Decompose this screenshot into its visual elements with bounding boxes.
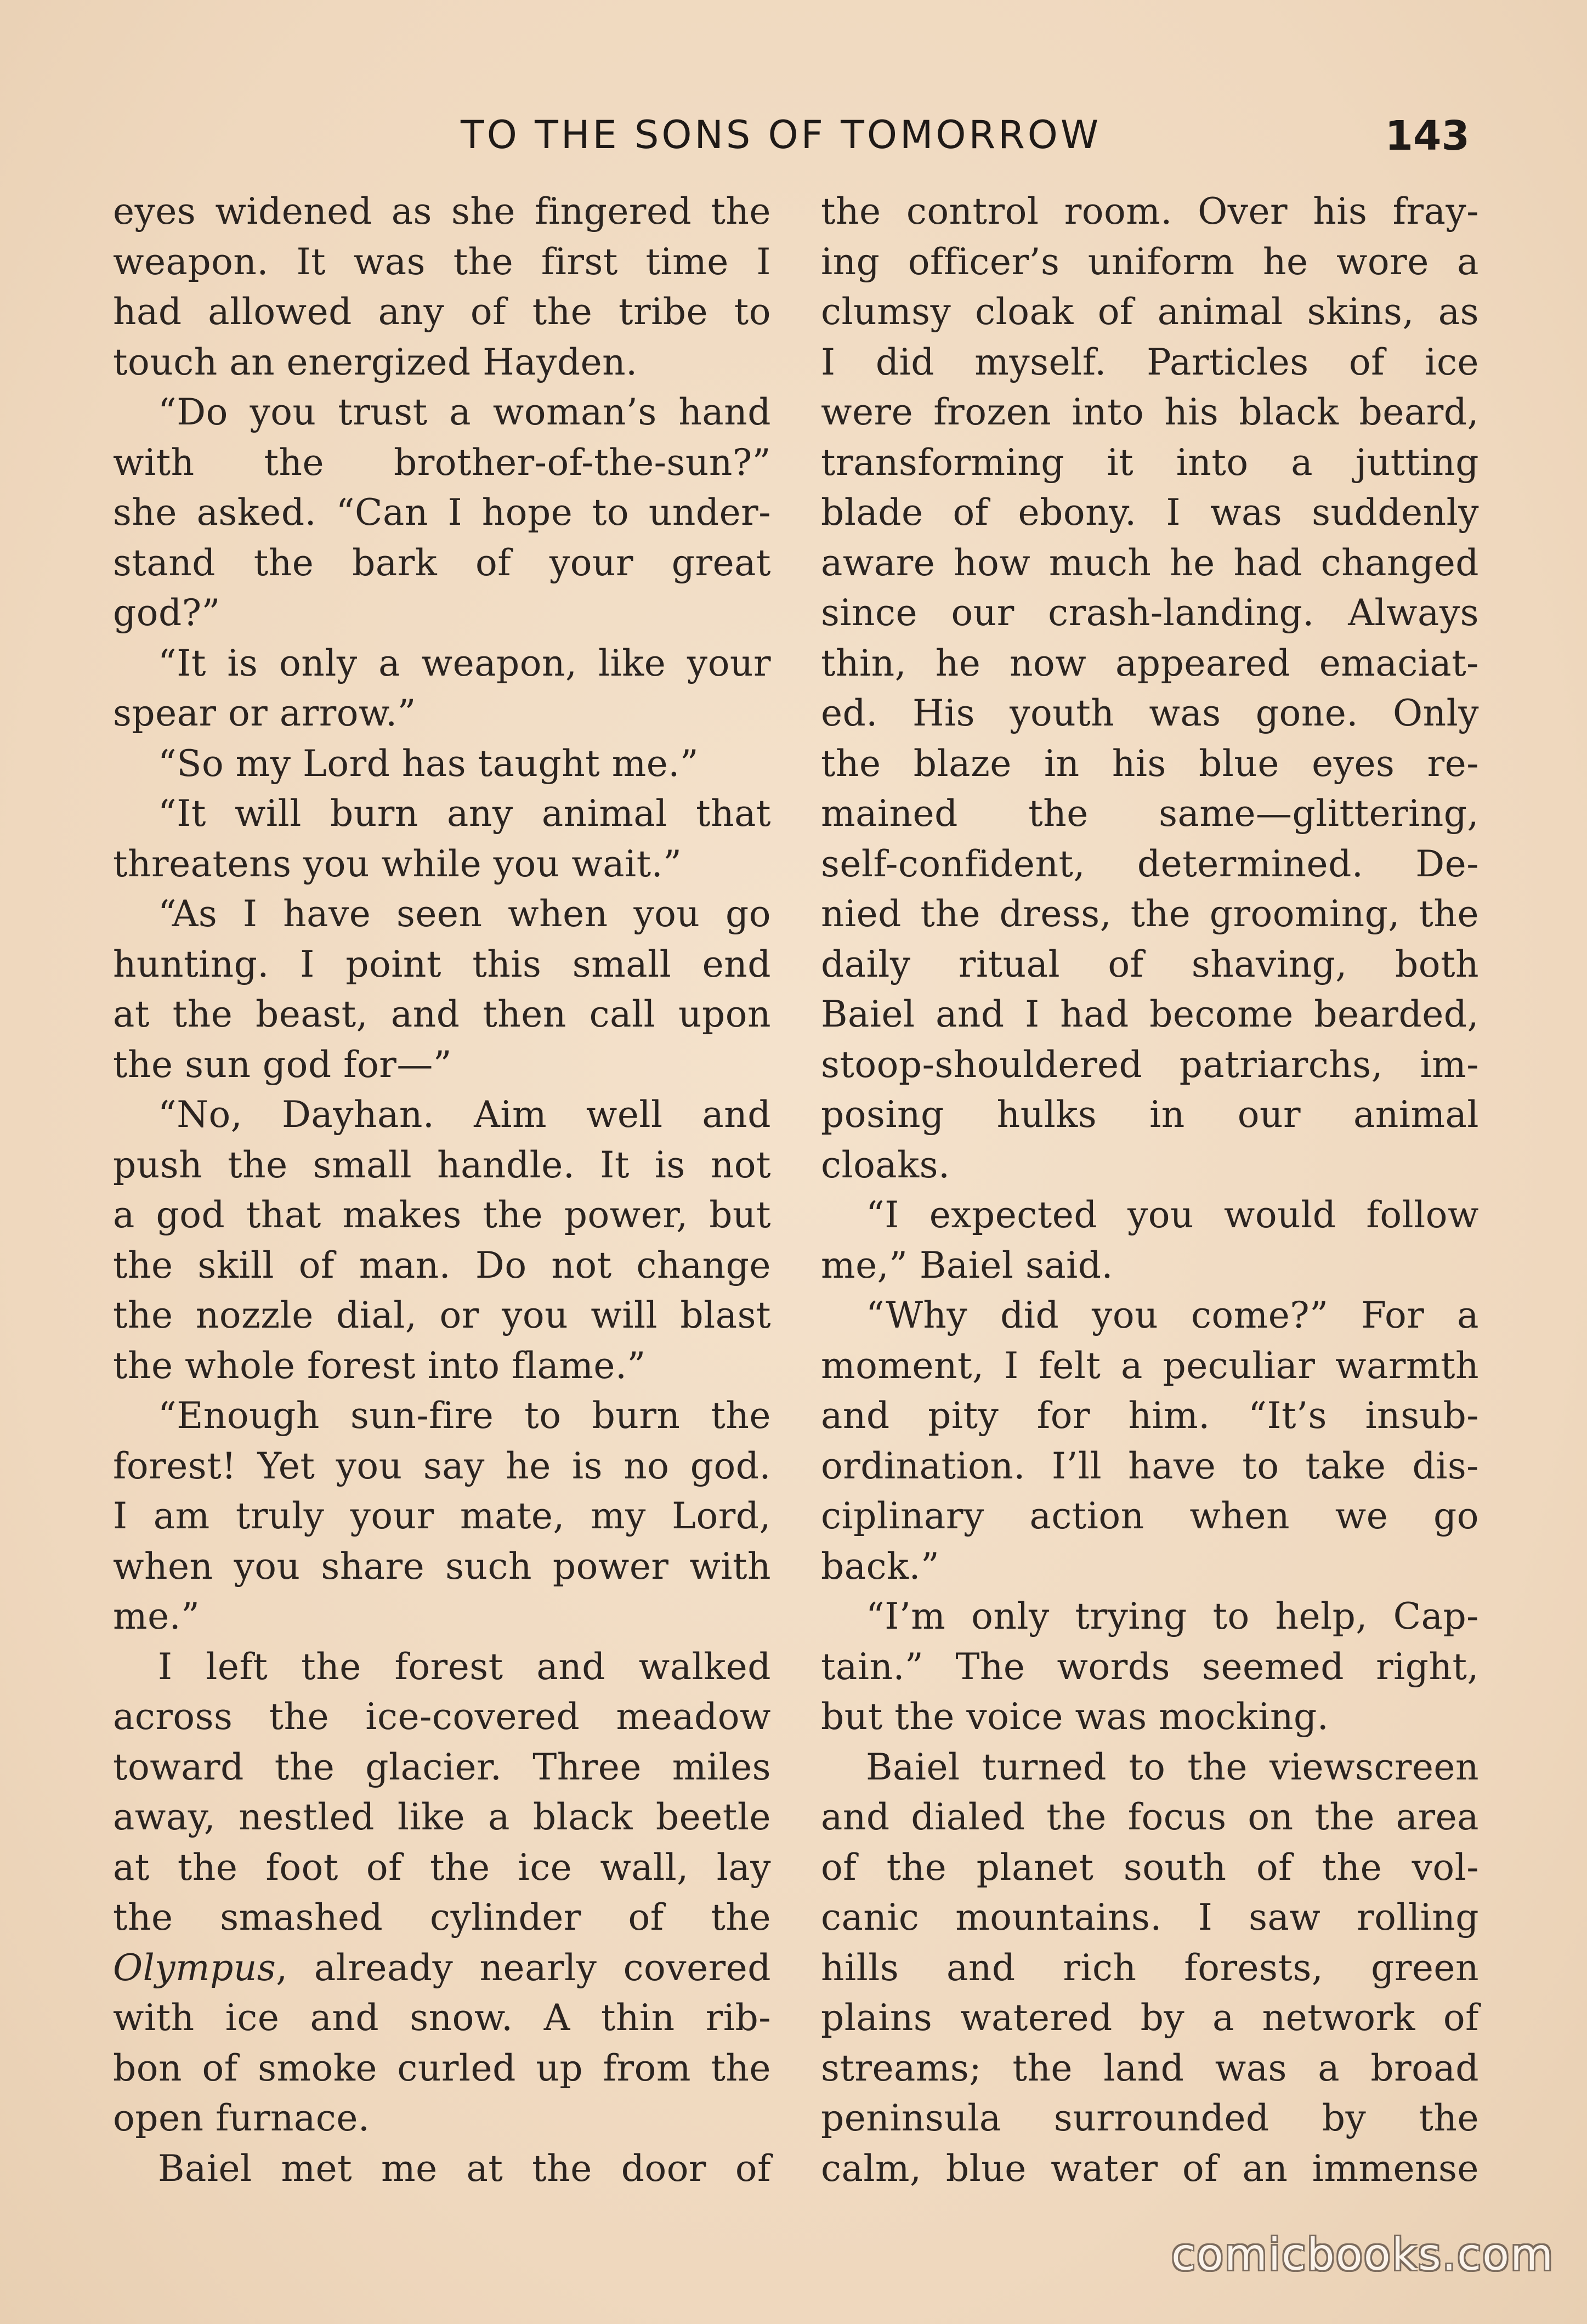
text-line: forest! Yet you say he is no god.	[113, 1444, 771, 1487]
text-line: and dialed the focus on the area	[821, 1796, 1479, 1838]
text-line: moment, I felt a peculiar warmth	[821, 1344, 1479, 1387]
text-line: “So my Lord has taught me.”	[158, 742, 699, 785]
text-line: but the voice was mocking.	[821, 1696, 1329, 1738]
text-line: the control room. Over his fray-	[821, 190, 1479, 233]
text-line: posing hulks in our animal	[821, 1093, 1479, 1136]
text-line: ordination. I’ll have to take dis-	[821, 1444, 1479, 1487]
text-line: back.”	[821, 1545, 940, 1588]
text-line: the skill of man. Do not change	[113, 1244, 771, 1286]
text-line: daily ritual of shaving, both	[821, 943, 1479, 985]
text-line: the whole forest into flame.”	[113, 1344, 646, 1387]
running-header	[110, 112, 1481, 173]
text-line: away, nestled like a black beetle	[113, 1796, 771, 1838]
text-line: hunting. I point this small end	[113, 943, 771, 985]
text-line: Baiel and I had become bearded,	[821, 993, 1479, 1035]
text-line: toward the glacier. Three miles	[113, 1745, 771, 1788]
text-line: had allowed any of the tribe to	[113, 291, 771, 333]
left-text-column	[113, 186, 771, 2193]
text-line: plains watered by a network of	[821, 1997, 1479, 2039]
page-number: 143	[1385, 112, 1470, 160]
text-line: “Do you trust a woman’s hand	[158, 391, 771, 433]
text-line: when you share such power with	[113, 1545, 771, 1588]
right-text-column	[821, 186, 1479, 2193]
text-line: were frozen into his black beard,	[821, 391, 1479, 433]
text-line: I left the forest and walked	[158, 1645, 771, 1688]
text-line: stand the bark of your great	[113, 541, 771, 584]
text-line: transforming it into a jutting	[821, 441, 1479, 484]
text-line: across the ice-covered meadow	[113, 1696, 771, 1738]
text-line: blade of ebony. I was suddenly	[821, 491, 1479, 534]
text-line: at the beast, and then call upon	[113, 993, 771, 1035]
text-line: “As I have seen when you go	[158, 893, 771, 935]
text-line: hills and rich forests, green	[821, 1946, 1479, 1989]
text-line: tain.” The words seemed right,	[821, 1645, 1479, 1688]
text-line: eyes widened as she fingered the	[113, 190, 771, 233]
text-line: touch an energized Hayden.	[113, 341, 638, 383]
watermark: comicbooks.com	[1171, 2229, 1554, 2280]
text-line: “No, Dayhan. Aim well and	[158, 1093, 771, 1136]
text-line: the nozzle dial, or you will blast	[113, 1294, 771, 1336]
text-line: Baiel turned to the viewscreen	[866, 1745, 1479, 1788]
text-line: mained the same—glittering,	[821, 792, 1479, 835]
text-line: ed. His youth was gone. Only	[821, 692, 1479, 734]
text-line: and pity for him. “It’s insub-	[821, 1395, 1479, 1437]
text-line: Baiel met me at the door of	[158, 2147, 771, 2190]
text-line-rest: , already nearly covered	[276, 1946, 771, 1989]
text-line: the blaze in his blue eyes re-	[821, 742, 1479, 785]
text-line: nied the dress, the grooming, the	[821, 893, 1479, 935]
text-line: “I expected you would follow	[866, 1194, 1479, 1236]
text-line: “It will burn any animal that	[158, 792, 771, 835]
text-line: with the brother-of-the-sun?”	[113, 441, 771, 484]
text-line: push the small handle. It is not	[113, 1143, 771, 1186]
text-line: bon of smoke curled up from the	[113, 2047, 771, 2089]
italic-ship-name: Olympus	[113, 1946, 276, 1989]
text-line: threatens you while you wait.”	[113, 842, 682, 885]
text-line: “I’m only trying to help, Cap-	[866, 1595, 1479, 1637]
text-line: self-confident, determined. De-	[821, 842, 1479, 885]
text-line: of the planet south of the vol-	[821, 1846, 1479, 1889]
text-line: open furnace.	[113, 2097, 370, 2139]
text-line: me.”	[113, 1595, 200, 1637]
text-line: “Why did you come?” For a	[866, 1294, 1479, 1336]
text-line: I am truly your mate, my Lord,	[113, 1495, 771, 1537]
text-line: “It is only a weapon, like your	[158, 642, 771, 684]
text-line: she asked. “Can I hope to under-	[113, 491, 771, 534]
text-line: ing officer’s uniform he wore a	[821, 240, 1479, 283]
text-line: ciplinary action when we go	[821, 1495, 1479, 1537]
text-line: god?”	[113, 592, 220, 634]
running-title: TO THE SONS OF TOMORROW	[461, 112, 1102, 157]
text-line: “Enough sun-fire to burn the	[158, 1395, 771, 1437]
text-line: with ice and snow. A thin rib-	[113, 1997, 771, 2039]
text-line: the sun god for—”	[113, 1043, 452, 1086]
text-line: peninsula surrounded by the	[821, 2097, 1479, 2139]
text-line: weapon. It was the first time I	[113, 240, 771, 283]
text-line: aware how much he had changed	[821, 541, 1479, 584]
text-line: stoop-shouldered patriarchs, im-	[821, 1043, 1479, 1086]
text-line: the smashed cylinder of the	[113, 1896, 771, 1938]
text-line: a god that makes the power, but	[113, 1194, 771, 1236]
text-line: I did myself. Particles of ice	[821, 341, 1479, 383]
text-line: thin, he now appeared emaciat-	[821, 642, 1479, 684]
text-line: at the foot of the ice wall, lay	[113, 1846, 771, 1889]
text-line: me,” Baiel said.	[821, 1244, 1114, 1286]
text-line: calm, blue water of an immense	[821, 2147, 1479, 2190]
text-line: streams; the land was a broad	[821, 2047, 1479, 2089]
text-line: spear or arrow.”	[113, 692, 416, 734]
text-line: since our crash-landing. Always	[821, 592, 1479, 634]
text-line: clumsy cloak of animal skins, as	[821, 291, 1479, 333]
text-line: canic mountains. I saw rolling	[821, 1896, 1479, 1938]
text-line-with-italic	[113, 1943, 771, 1993]
text-line: cloaks.	[821, 1143, 950, 1186]
